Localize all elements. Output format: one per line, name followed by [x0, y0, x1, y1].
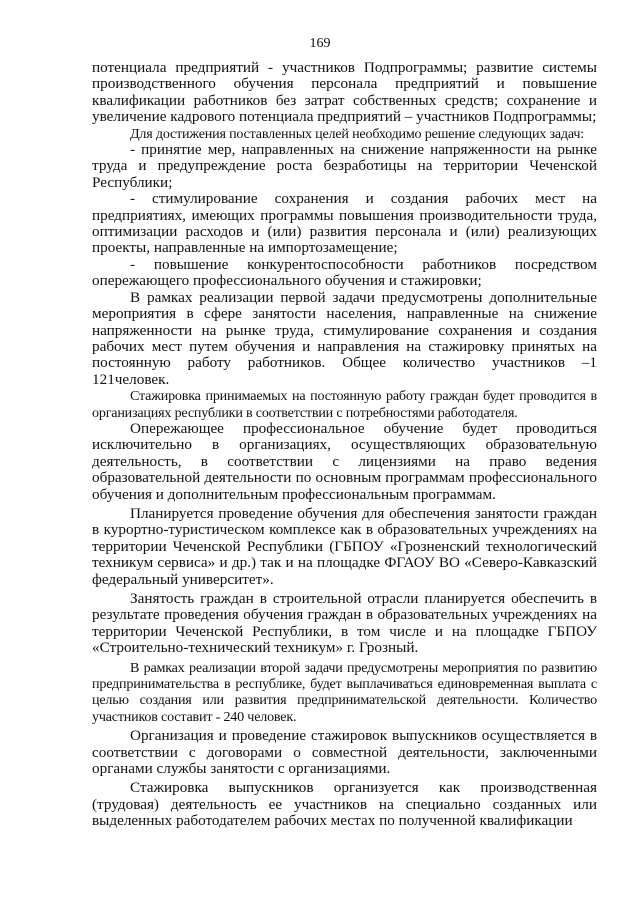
- paragraph-construction: Занятость граждан в строительной отрасли планируется обеспечить в результате проведения обучения граждан в образовательных учреждениях на территории Чеченской Республики, в том числе и на площадке ГБПОУ «Строительно-технический техникум» г. Грозный.: [92, 590, 597, 657]
- paragraph-advanced-training: Опережающее профессиональное обучение будет проводиться исключительно в организациях, осуществляющих образовательную деятельность, в соответствии с лицензиями на право ведения образовательной деятельности по основным программам профессионального обучения и дополнительным профессиональным программам.: [92, 419, 597, 503]
- paragraph-graduate-internships: Организация и проведение стажировок выпускников осуществляется в соответствии с договорами о совместной деятельности, заключенными органами службы занятости с организациями.: [92, 727, 597, 778]
- paragraph-internship: Стажировка принимаемых на постоянную работу граждан будет проводится в организациях республики в соответствии с потребностями работодателя.: [92, 388, 597, 421]
- paragraph-tasks-intro: Для достижения поставленных целей необходимо решение следующих задач:: [130, 125, 584, 142]
- paragraph-second-task: В рамках реализации второй задачи предусмотрены мероприятия по развитию предпринимательства в республике, будет выплачиваться единовременная выплата с целью создания или развития предпринимательской деятельности. Количество участников составит - 240 человек.: [92, 659, 597, 725]
- document-body: [92, 60, 597, 830]
- paragraph-tourism-training: Планируется проведение обучения для обеспечения занятости граждан в курортно-туристическом комплексе как в образовательных учреждениях на территории Чеченской Республики (ГБПОУ «Грозненский технологический техникум сервиса» и др.) так и на площадке ФГАОУ ВО «Северо-Кавказский федеральный университет».: [92, 504, 597, 588]
- list-item-task-3: - повышение конкурентоспособности работников посредством опережающего профессионального обучения и стажировки;: [92, 255, 597, 290]
- paragraph-continuation: потенциала предприятий - участников Подпрограммы; развитие системы производственного обучения персонала предприятий и повышение квалификации работников без затрат собственных средств; сохранение и увеличение кадрового потенциала предприятий – участников Подпрограммы;: [92, 59, 597, 126]
- paragraph-internship-organization: Стажировка выпускников организуется как производственная (трудовая) деятельность ее участников на специально созданных или выделенных работодателем рабочих местах по полученной квалификации: [92, 779, 597, 830]
- page-number: 169: [309, 36, 331, 51]
- paragraph-first-task: В рамках реализации первой задачи предусмотрены дополнительные мероприятия в сфере занятости населения, направленные на снижение напряженности на рынке труда, стимулирование сохранения и создания рабочих мест путем обучения и направления на стажировку принятых на постоянную работу работников. Общее количество участников –1 121человек.: [92, 288, 597, 388]
- list-item-task-2: - стимулирование сохранения и создания рабочих мест на предприятиях, имеющих программы повышения производительности труда, оптимизации расходов и (или) развития персонала и (или) реализующих проекты, направленные на импортозамещение;: [92, 190, 597, 257]
- list-item-task-1: - принятие мер, направленных на снижение напряженности на рынке труда и предупреждение роста безработицы на территории Чеченской Республики;: [92, 141, 597, 191]
